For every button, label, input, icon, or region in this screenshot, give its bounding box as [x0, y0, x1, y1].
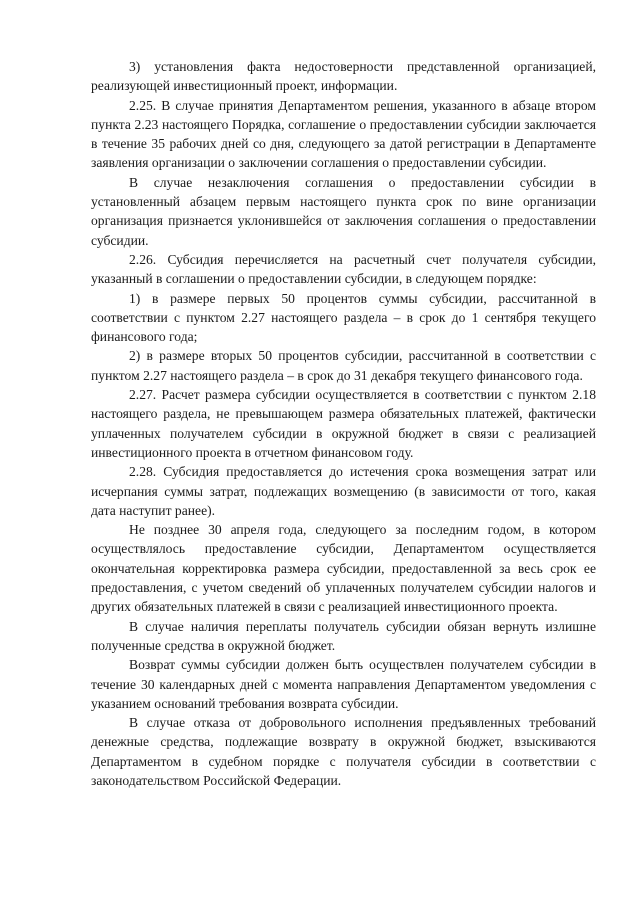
paragraph-2-26-item-1: 1) в размере первых 50 процентов суммы субсидии, рассчитанной в соответствии с пунктом 2.27 настоящего раздела – в срок до 1 сентября текущего финансового года;	[91, 290, 596, 345]
paragraph-refund-deadline: Возврат суммы субсидии должен быть осуществлен получателем субсидии в течение 30 календарных дней с момента направления Департаментом уведомления с указанием оснований требования возврата субсидии.	[91, 657, 596, 711]
paragraph-2-26: 2.26. Субсидия перечисляется на расчетный счет получателя субсидии, указанный в соглашении о предоставлении субсидии, в следующем порядке:	[91, 251, 596, 287]
paragraph-non-conclusion: В случае незаключения соглашения о предоставлении субсидии в установленный абзацем первым настоящего пункта срок по вине организации организация признается уклонившейся от заключения соглашения о предоставлении субсидии.	[91, 174, 596, 248]
paragraph-2-26-item-2: 2) в размере вторых 50 процентов субсидии, рассчитанной в соответствии с пунктом 2.27 настоящего раздела – в срок до 31 декабря текущего финансового года.	[91, 348, 596, 383]
paragraph-final-adjustment: Не позднее 30 апреля года, следующего за последним годом, в котором осуществлялось предоставление субсидии, Департаментом осуществляется окончательная корректировка размера субсидии, предоставленной за весь срок ее предоставления, с учетом сведений об уплаченных получателем субсидии налогов и других обязательных платежей в связи с реализацией инвестиционного проекта.	[91, 522, 596, 615]
document-page	[91, 57, 596, 790]
paragraph-court-recovery: В случае отказа от добровольного исполнения предъявленных требований денежные средства, подлежащие возврату в окружной бюджет, взыскиваются Департаментом в судебном порядке с получателя субсидии в соответствии с законодательством Российской Федерации.	[91, 715, 596, 788]
paragraph-overpayment: В случае наличия переплаты получатель субсидии обязан вернуть излишне полученные средства в окружной бюджет.	[91, 618, 596, 653]
paragraph-2-27: 2.27. Расчет размера субсидии осуществляется в соответствии с пунктом 2.18 настоящего раздела, не превышающем размера обязательных платежей, фактически уплаченных получателем субсидии в окружной бюджет в связи с реализацией инвестиционного проекта в отчетном финансовом году.	[91, 387, 596, 460]
paragraph-2-25: 2.25. В случае принятия Департаментом решения, указанного в абзаце втором пункта 2.23 настоящего Порядка, соглашение о предоставлении субсидии заключается в течение 35 рабочих дней со дня, следующего за датой регистрации в Департаменте заявления организации о заключении соглашения о предоставлении субсидии.	[91, 97, 596, 171]
paragraph-item-3: 3) установления факта недостоверности представленной организацией, реализующей инвестиционный проект, информации.	[91, 59, 596, 94]
paragraph-2-28: 2.28. Субсидия предоставляется до истечения срока возмещения затрат или исчерпания суммы затрат, подлежащих возмещению (в зависимости от того, какая дата наступит ранее).	[91, 464, 596, 518]
